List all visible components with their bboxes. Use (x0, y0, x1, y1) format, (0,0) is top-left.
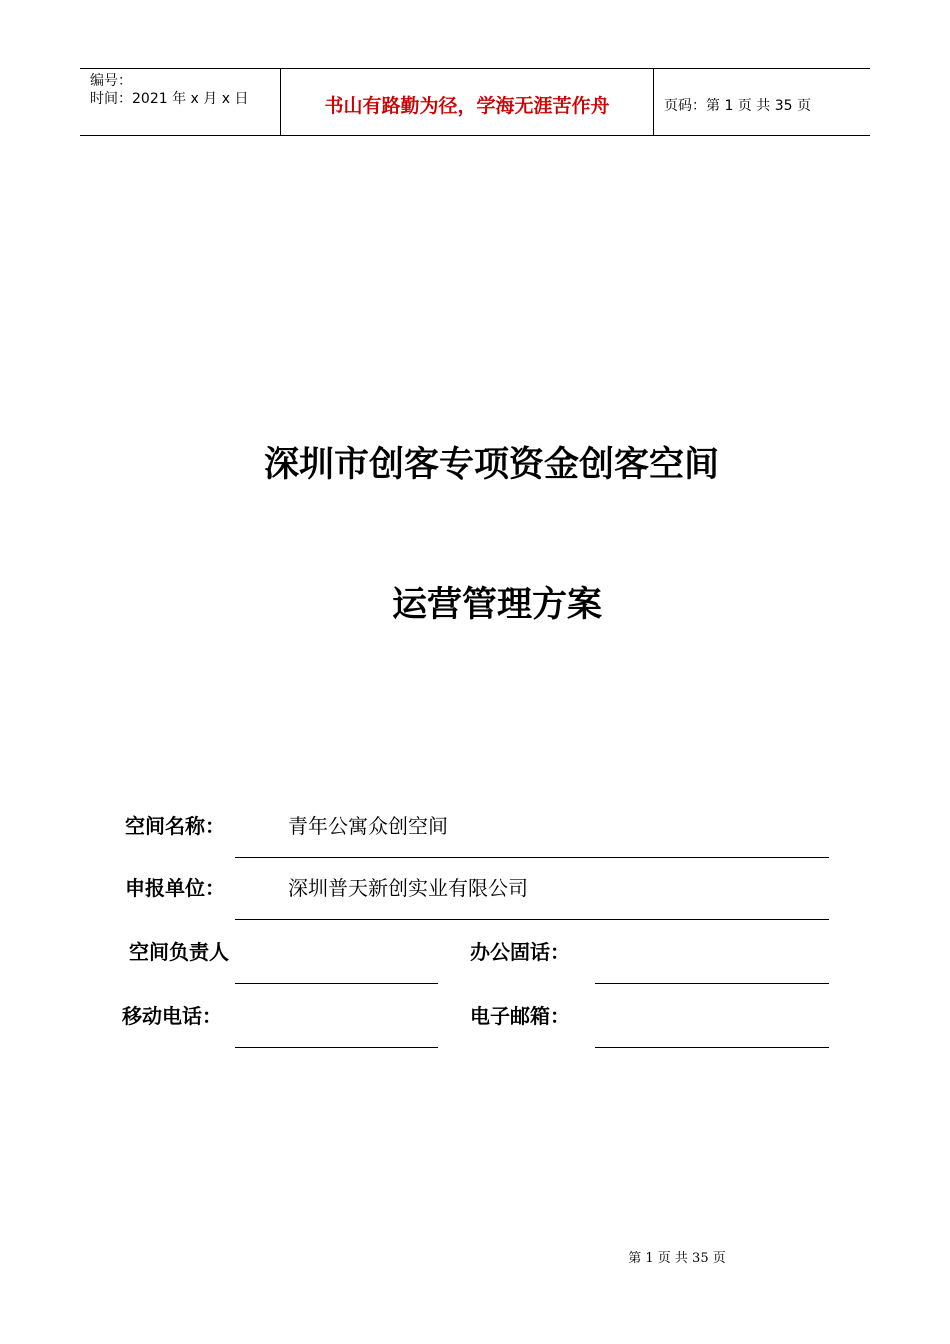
email-underline (595, 1047, 829, 1048)
applicant-label: 申报单位： (125, 876, 225, 900)
mobile-phone-underline (235, 1047, 438, 1048)
office-phone-label: 办公固话： (470, 940, 570, 964)
header-page-cell (654, 69, 870, 135)
header-motto: 书山有路勤为径，学海无涯苦作舟 (324, 95, 610, 117)
header-motto-cell (281, 69, 654, 135)
space-manager-underline (235, 983, 438, 984)
document-title-line1: 深圳市创客专项资金创客空间 (264, 445, 720, 485)
header-info-cell (80, 69, 281, 135)
document-time-label: 时间：2021 年 x 月 x 日 (90, 91, 249, 107)
applicant-value: 深圳普天新创实业有限公司 (288, 876, 528, 900)
space-manager-label: 空间负责人 (129, 940, 229, 964)
footer-page-number: 第 1 页 共 35 页 (628, 1251, 726, 1266)
header-page-code: 页码：第 1 页 共 35 页 (664, 98, 811, 114)
mobile-phone-label: 移动电话： (122, 1004, 222, 1028)
header-table (80, 68, 870, 136)
document-number-label: 编号： (90, 73, 132, 89)
office-phone-underline (595, 983, 829, 984)
applicant-underline (235, 919, 829, 920)
document-title-line2: 运营管理方案 (392, 585, 603, 625)
space-name-label: 空间名称： (125, 814, 225, 838)
space-name-value: 青年公寓众创空间 (288, 814, 448, 838)
email-label: 电子邮箱： (470, 1004, 570, 1028)
page-footer (0, 1247, 950, 1266)
space-name-underline (235, 857, 829, 858)
